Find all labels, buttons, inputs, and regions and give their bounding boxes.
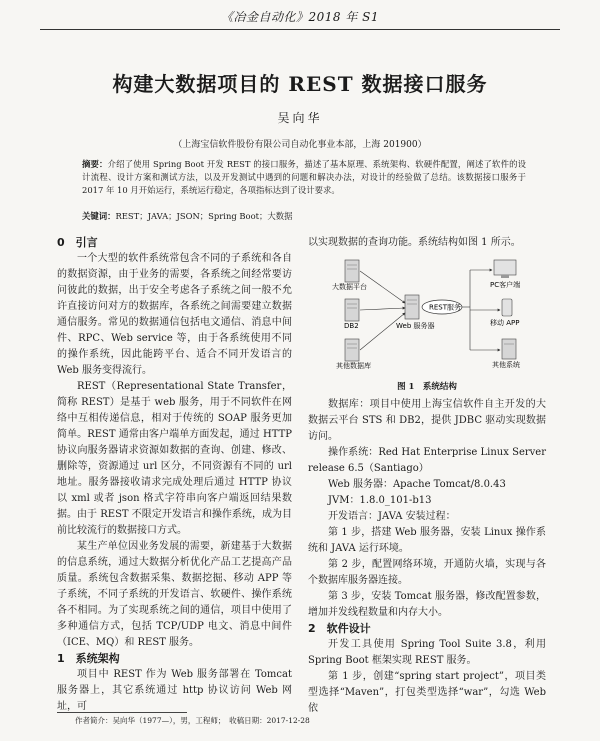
paragraph: 开发语言：JAVA 安装过程： bbox=[328, 511, 456, 522]
figure-label-db2: DB2 bbox=[344, 322, 359, 330]
keywords bbox=[82, 210, 526, 223]
abstract-text: 介绍了使用 Spring Boot 开发 REST 的接口服务，描述了基本原理、系统架构、软硬件配置，阐述了软件的设计流程、设计方案和测试方法，以及开发测试中遇到的问题和解决办法，对设计的经验做了总结。该数据接口服务于 2017 年 10 月开始运行，系统运行稳定，各项指标达到了设计要求。 bbox=[82, 159, 526, 195]
system-architecture-figure bbox=[320, 255, 540, 380]
paper-title: 构建大数据项目的 REST 数据接口服务 bbox=[112, 72, 488, 96]
paragraph: 第 2 步，配置网络环境，开通防火墙，实现与各个数据库服务器连接。 bbox=[308, 559, 546, 586]
other-system-icon bbox=[502, 339, 516, 359]
figure-label-pc: PC客户端 bbox=[490, 281, 521, 289]
header-rule bbox=[40, 29, 560, 30]
right-column bbox=[308, 397, 546, 717]
paragraph: 第 1 步，创建“spring start project”，项目类型选择“Maven”，打包类型选择“war”，勾选 Web 依 bbox=[308, 671, 546, 714]
paragraph: Web 服务器：Apache Tomcat/8.0.43 bbox=[328, 479, 506, 490]
figure-label-bigdata: 大数据平台 bbox=[332, 283, 367, 291]
paragraph: REST（Representational State Transfer，简称 REST）是基于 web 服务，用于不同软件在网络中互相传递信息，相对于传统的 SOAP 服务更加简单。REST 通常由客户端单方面发起，通过 HTTP 协议向服务器请求资源如数据的查询、创建、修改、删除等，资源通过 url 区分，不同资源有不同的 url 地址。服务器接收请求完成处理后通过 HTTP 协议以 xml 或者 json 格式字符串向客户端返回结果数据。由于 REST 不限定开发语言和操作系统，成为目前比较流行的数据接口方式。 bbox=[57, 381, 292, 536]
mobile-app-icon bbox=[502, 299, 512, 316]
paragraph: 第 1 步，搭建 Web 服务器，安装 Linux 操作系统和 JAVA 运行环境。 bbox=[308, 527, 546, 554]
figure-label-other-db: 其他数据库 bbox=[336, 362, 371, 370]
section-1-heading: 1 系统架构 bbox=[57, 652, 120, 665]
affiliation: （上海宝信软件股份有限公司自动化事业本部，上海 201900） bbox=[173, 140, 427, 150]
figure-label-rest: REST服务 bbox=[429, 303, 462, 312]
figure-label-other-sys: 其他系统 bbox=[492, 361, 520, 369]
figure-label-mobile: 移动 APP bbox=[490, 319, 520, 327]
paragraph: 一个大型的软件系统常包含不同的子系统和各自的数据资源，由于业务的需要，各系统之间经常要访问彼此的数据，出于安全考虑各子系统之间一般不允许直接访问对方的数据库，各系统之间需要建立数据通信服务。常见的数据通信包括电文通信、消息中间件、RPC、Web service 等，由于各系统使用不同的操作系统，因此能跨平台、适合不同开发语言的 Web 服务变得流行。 bbox=[57, 253, 292, 376]
keywords-text: REST；JAVA；JSON；Spring Boot；大数据 bbox=[115, 211, 293, 221]
section-0-heading: 0 引言 bbox=[57, 236, 98, 249]
abstract-label: 摘要： bbox=[82, 159, 108, 169]
paragraph: 数据库：项目中使用上海宝信软件自主开发的大数据云平台 STS 和 DB2，提供 JDBC 驱动实现数据访问。 bbox=[308, 399, 546, 442]
figure-caption: 图 1 系统结构 bbox=[397, 382, 457, 392]
section-2-heading: 2 软件设计 bbox=[308, 622, 371, 635]
paragraph: 某生产单位因业务发展的需要，新建基于大数据的信息系统，通过大数据分析优化产品工艺提高产品质量。系统包含数据采集、数据挖掘、移动 APP 等子系统，不同子系统的开发语言、软硬件、操作系统各不相同。为了实现系统之间的通信，项目中使用了多种通信方式，包括 TCP/UDP 电文、消息中间件（ICE、MQ）和 REST 服务。 bbox=[57, 541, 292, 648]
figure-label-web-server: Web 服务器 bbox=[396, 322, 435, 330]
paragraph: 第 3 步，安装 Tomcat 服务器，修改配置参数，增加并发线程数量和内存大小。 bbox=[308, 591, 546, 618]
paragraph: 操作系统：Red Hat Enterprise Linux Server release 6.5（Santiago） bbox=[308, 447, 546, 474]
paragraph: 以实现数据的查询功能。系统结构如图 1 所示。 bbox=[308, 237, 521, 248]
keywords-label: 关键词： bbox=[82, 211, 116, 221]
right-column-top bbox=[308, 235, 546, 251]
pc-client-icon bbox=[494, 260, 516, 278]
db2-server-icon bbox=[345, 299, 359, 321]
footnote-rule bbox=[57, 712, 187, 713]
author-name: 吴向华 bbox=[277, 111, 323, 125]
paragraph: JVM：1.8.0_101-b13 bbox=[328, 495, 432, 506]
paragraph: 开发工具使用 Spring Tool Suite 3.8，利用 Spring Boot 框架实现 REST 服务。 bbox=[308, 639, 546, 666]
running-header: 《冶金自动化》2018 年 S1 bbox=[220, 10, 380, 24]
other-db-server-icon bbox=[345, 339, 359, 361]
paragraph: 项目中 REST 作为 Web 服务部署在 Tomcat 服务器上，其它系统通过 http 协议访问 Web 网址，可 bbox=[57, 669, 292, 712]
abstract bbox=[82, 158, 526, 197]
web-server-icon bbox=[405, 295, 419, 319]
left-column bbox=[57, 235, 292, 715]
bigdata-server-icon bbox=[345, 260, 359, 282]
footnote: 作者简介：吴向华（1977—），男，工程师； 收稿日期：2017-12-28 bbox=[75, 716, 310, 725]
